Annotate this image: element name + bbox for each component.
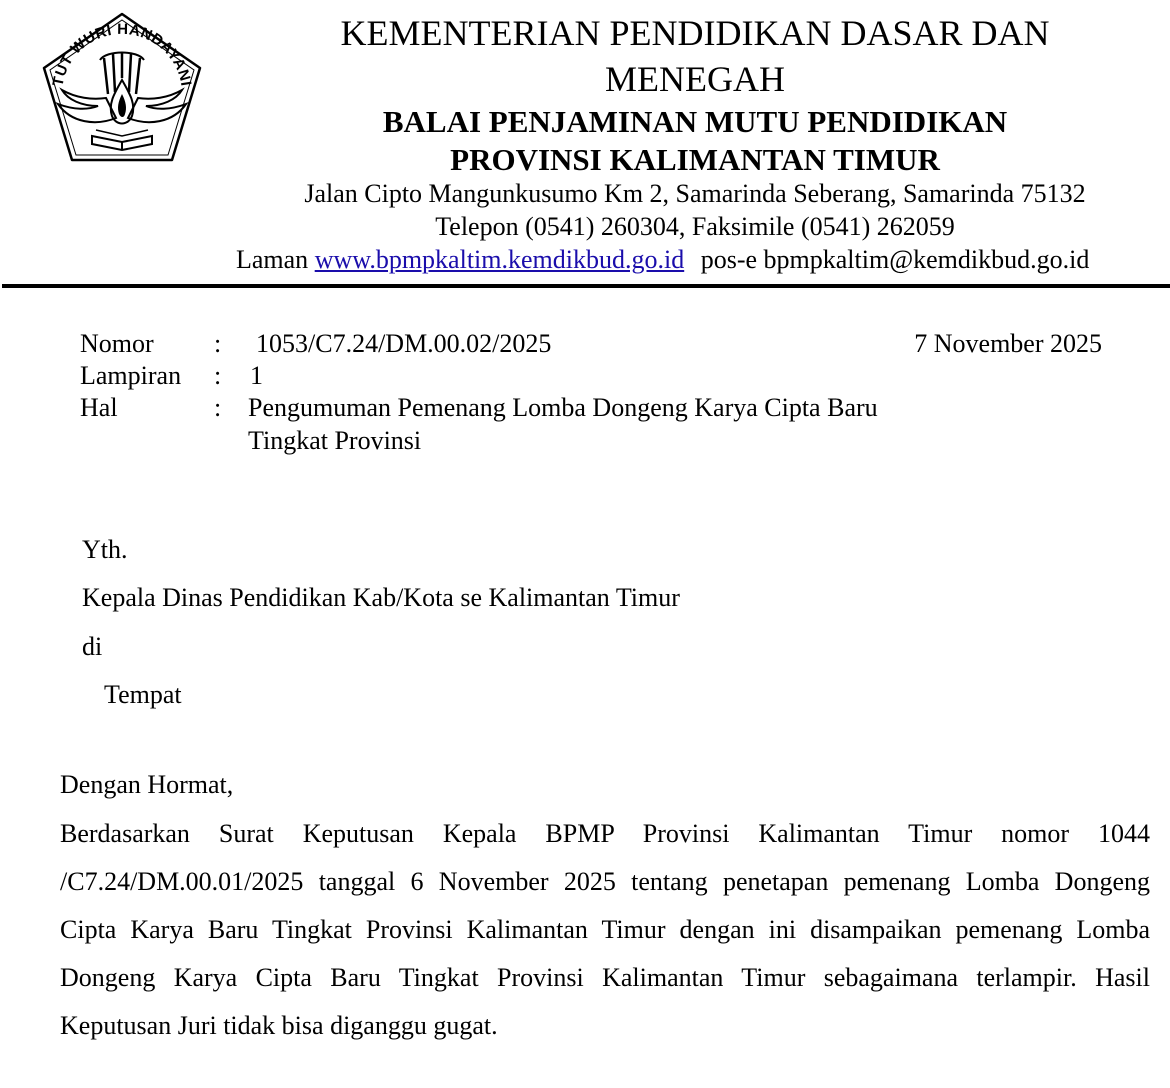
- tut-wuri-handayani-logo-icon: [36, 8, 208, 180]
- office-web-email: [236, 245, 1089, 275]
- email-address: bpmpkaltim@kemdikbud.go.id: [763, 245, 1090, 274]
- body-line: Dongeng Karya Cipta Baru Tingkat Provinsi Kalimantan Timur sebagaimana terlampir. Hasil: [60, 963, 1150, 992]
- email-label: pos-e: [700, 245, 758, 274]
- hal-label: Hal: [80, 393, 118, 422]
- hal-value-line1: Pengumuman Pemenang Lomba Dongeng Karya Cipta Baru: [248, 393, 878, 422]
- letter-date: 7 November 2025: [914, 329, 1102, 358]
- hal-value-line2: Tingkat Provinsi: [248, 426, 422, 455]
- body-line: /C7.24/DM.00.01/2025 tanggal 6 November 2025 tentang penetapan pemenang Lomba Dongeng: [60, 867, 1150, 896]
- body-line: Keputusan Juri tidak bisa diganggu gugat.: [60, 1011, 498, 1040]
- logo-motto: TUT WURI HANDAYANI: [49, 20, 195, 88]
- nomor-value: 1053/C7.24/DM.00.02/2025: [256, 329, 552, 358]
- nomor-separator: :: [214, 329, 222, 358]
- lampiran-value: 1: [250, 361, 263, 390]
- lampiran-separator: :: [214, 361, 222, 390]
- office-name-line1: BALAI PENJAMINAN MUTU PENDIDIKAN: [382, 104, 1008, 139]
- ministry-name-line1: KEMENTERIAN PENDIDIKAN DASAR DAN: [340, 13, 1050, 53]
- hal-separator: :: [214, 393, 222, 422]
- recipient-di: di: [82, 632, 103, 661]
- office-name-line2: PROVINSI KALIMANTAN TIMUR: [450, 142, 940, 177]
- body-line: Cipta Karya Baru Tingkat Provinsi Kalimantan Timur dengan ini disampaikan pemenang Lomba: [60, 915, 1150, 944]
- nomor-label: Nomor: [80, 329, 154, 358]
- letterhead-divider: [2, 284, 1170, 288]
- office-phone: Telepon (0541) 260304, Faksimile (0541) 262059: [435, 212, 955, 241]
- website-link[interactable]: www.bpmpkaltim.kemdikbud.go.id: [314, 245, 685, 274]
- greeting: Dengan Hormat,: [60, 770, 234, 799]
- body-paragraph: [60, 810, 1150, 1050]
- letterhead: [220, 0, 1170, 280]
- web-label: Laman: [236, 245, 309, 274]
- office-address: Jalan Cipto Mangunkusumo Km 2, Samarinda Seberang, Samarinda 75132: [304, 179, 1086, 208]
- recipient-place: Tempat: [104, 680, 182, 709]
- ministry-name-line2: MENEGAH: [605, 59, 785, 99]
- recipient-name: Kepala Dinas Pendidikan Kab/Kota se Kalimantan Timur: [82, 583, 680, 612]
- recipient-salutation: Yth.: [82, 535, 128, 564]
- lampiran-label: Lampiran: [80, 361, 182, 390]
- body-line: Berdasarkan Surat Keputusan Kepala BPMP Provinsi Kalimantan Timur nomor 1044: [60, 819, 1150, 848]
